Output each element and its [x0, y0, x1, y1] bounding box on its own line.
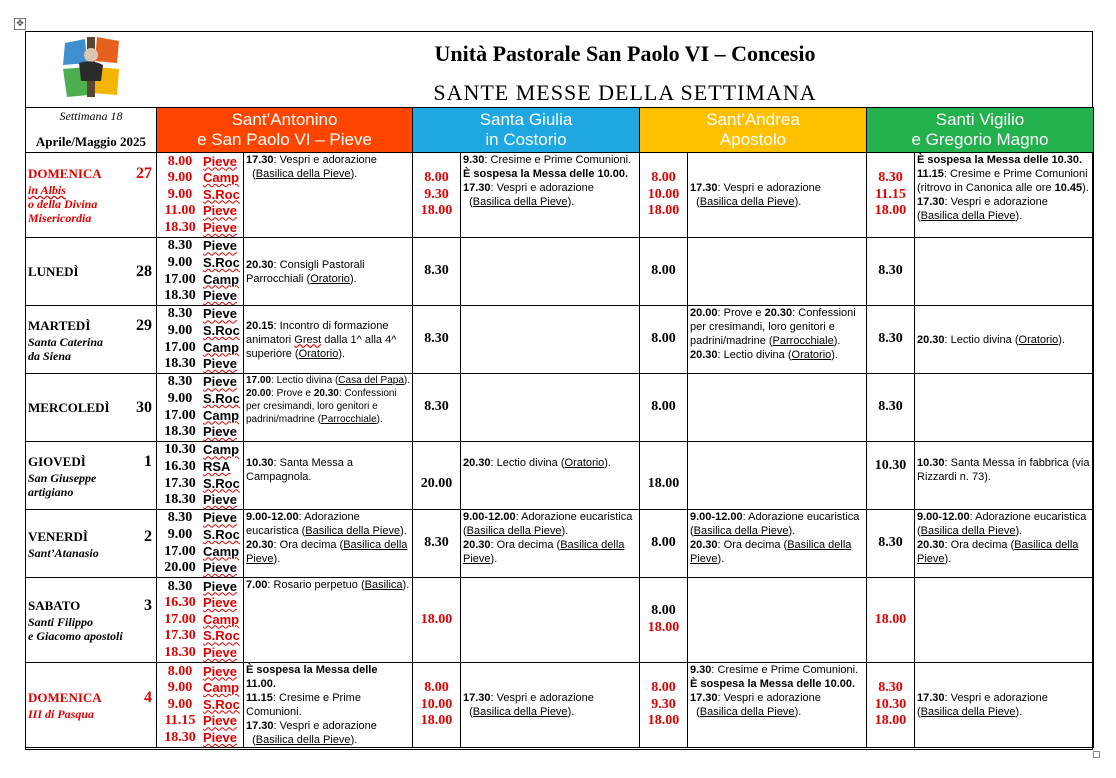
day-subtitle: San Giuseppe	[28, 470, 97, 485]
mass-location: Pieve	[203, 663, 237, 679]
mass-times	[867, 510, 915, 578]
mass-time-entry	[157, 697, 243, 714]
note-cell: 17.30: Vespri e adorazione (Basilica della Pieve).	[915, 663, 1094, 748]
mass-time-entry	[157, 713, 243, 730]
mass-time-entry	[157, 510, 243, 527]
mass-time-entry	[157, 220, 243, 237]
day-cell	[26, 578, 157, 663]
day-name: MERCOLEDÌ	[28, 399, 110, 415]
parish-name: Sant’Andrea	[706, 110, 800, 129]
mass-time: 8.30	[878, 399, 903, 415]
mass-times	[867, 578, 915, 663]
note-cell: 9.30: Cresime e Prime Comunioni. È sospesa la Messa delle 10.00. 17.30: Vespri e adorazione (Basilica della Pieve).	[461, 153, 640, 238]
table-row	[26, 578, 1094, 663]
mass-time: 8.30	[878, 535, 903, 551]
day-subtitle: III di Pasqua	[28, 707, 95, 721]
mass-times	[640, 442, 688, 510]
mass-time: 9.30	[651, 696, 676, 712]
mass-location: Pieve	[203, 203, 237, 219]
day-number: 28	[136, 262, 152, 280]
note-cell: 17.00: Lectio divina (Casa del Papa). 20.00: Prove e 20.30: Confessioni per cresimandi, loro genitori e padrini/madrine (Parrocchiale).	[244, 374, 413, 442]
mass-times	[413, 153, 461, 238]
mass-time-entry	[157, 408, 243, 425]
mass-time: 8.00	[651, 603, 676, 619]
note-cell	[461, 238, 640, 306]
mass-times	[640, 510, 688, 578]
parish-header-santa-giulia	[413, 108, 640, 153]
note-cell: 17.30: Vespri e adorazione (Basilica della Pieve).	[688, 153, 867, 238]
mass-location: Camp	[203, 170, 240, 186]
day-name: LUNEDÌ	[28, 263, 79, 279]
day-cell	[26, 306, 157, 374]
mass-time: 8.00	[424, 680, 449, 696]
note-cell	[688, 442, 867, 510]
note-cell: È sospesa la Messa delle 11.00. 11.15: Cresime e Prime Comunioni. 17.30: Vespri e adorazione (Basilica della Pieve).	[244, 663, 413, 748]
page-subtitle: SANTE MESSE DELLA SETTIMANA	[433, 80, 817, 105]
mass-time: 10.30	[874, 696, 907, 712]
table-row	[26, 238, 1094, 306]
mass-time: 9.00	[167, 170, 193, 186]
note-cell: 10.30: Santa Messa a Campagnola.	[244, 442, 413, 510]
mass-time: 8.00	[651, 680, 676, 696]
mass-times	[413, 238, 461, 306]
mass-location: RSA	[203, 458, 231, 474]
mass-time: 9.30	[424, 186, 449, 202]
mass-time: 16.30	[164, 595, 196, 611]
mass-times	[413, 374, 461, 442]
day-subtitle: artigiano	[28, 484, 74, 499]
mass-time: 10.30	[164, 442, 196, 458]
note-cell	[915, 578, 1094, 663]
mass-time-entry	[157, 645, 243, 662]
parish-name: Santi Vigilio	[935, 110, 1025, 129]
mass-location: Pieve	[203, 578, 237, 594]
note-cell: 20.00: Prove e 20.30: Confessioni per cresimandi, loro genitori e padrini/madrine (Parrocchiale). 20.30: Lectio divina (Oratorio).	[688, 306, 867, 374]
mass-time: 8.00	[167, 153, 193, 169]
mass-time: 18.30	[164, 644, 196, 660]
mass-time: 11.00	[164, 203, 196, 219]
mass-times	[867, 306, 915, 374]
mass-location: Camp	[203, 543, 240, 559]
mass-times	[640, 306, 688, 374]
mass-time: 17.00	[164, 543, 196, 559]
day-subtitle: in Albis	[28, 183, 66, 197]
mass-time: 18.30	[164, 356, 196, 372]
mass-time: 8.00	[651, 535, 676, 551]
mass-time-entry	[157, 680, 243, 697]
mass-time: 20.00	[164, 560, 196, 576]
mass-time: 9.00	[167, 680, 193, 696]
mass-time-entry	[157, 527, 243, 544]
mass-time: 8.30	[167, 306, 193, 322]
parish-name: Sant’Antonino	[231, 110, 338, 129]
mass-location: S.Roc	[203, 628, 240, 644]
table-row	[26, 442, 1094, 510]
table-row	[26, 374, 1094, 442]
mass-times	[640, 374, 688, 442]
mass-time-entry	[157, 356, 243, 373]
day-number: 3	[144, 597, 152, 614]
note-cell: 17.30: Vespri e adorazione (Basilica della Pieve).	[244, 153, 413, 238]
note-cell	[688, 374, 867, 442]
day-number: 2	[144, 527, 152, 545]
note-cell: 20.15: Incontro di formazione animatori Grest dalla 1^ alla 4^ superiore (Oratorio).	[244, 306, 413, 374]
mass-time: 20.00	[420, 476, 453, 492]
mass-time-entry	[157, 612, 243, 629]
note-cell	[915, 374, 1094, 442]
day-cell	[26, 442, 157, 510]
note-cell: È sospesa la Messa delle 10.30. 11.15: Cresime e Prime Comunioni (ritrovo in Canonica alle ore 10.45). 17.30: Vespri e adorazione (Basilica della Pieve).	[915, 153, 1094, 238]
note-cell: 10.30: Santa Messa in fabbrica (via Rizzardi n. 73).	[915, 442, 1094, 510]
note-cell	[915, 238, 1094, 306]
mass-times	[413, 510, 461, 578]
mass-time-entry	[157, 579, 243, 596]
note-cell: 9.00-12.00: Adorazione eucaristica (Basilica della Pieve). 20.30: Ora decima (Basilica della Pieve).	[915, 510, 1094, 578]
mass-times	[157, 153, 244, 238]
mass-schedule-table	[25, 107, 1094, 748]
mass-times	[157, 510, 244, 578]
mass-time: 8.30	[167, 510, 193, 526]
mass-time-entry	[157, 492, 243, 509]
month-label: Aprile/Maggio 2025	[35, 134, 147, 149]
mass-times	[157, 238, 244, 306]
mass-time: 18.00	[874, 713, 907, 729]
mass-time-entry	[157, 238, 243, 255]
mass-time-entry	[157, 323, 243, 340]
day-cell	[26, 153, 157, 238]
mass-time: 8.30	[878, 170, 903, 186]
mass-location: Camp	[203, 271, 240, 287]
mass-location: Pieve	[203, 510, 237, 526]
day-name: DOMENICA	[28, 166, 102, 181]
day-subtitle: Santa Caterina	[28, 334, 104, 349]
mass-time: 18.00	[647, 203, 680, 219]
mass-time: 18.30	[164, 492, 196, 508]
mass-time: 8.30	[878, 331, 903, 347]
mass-time-entry	[157, 459, 243, 476]
mass-location: S.Roc	[203, 696, 240, 712]
parish-name: Santa Giulia	[479, 110, 573, 129]
parish-name-line2: Apostolo	[719, 130, 787, 149]
mass-time: 18.00	[874, 611, 907, 627]
mass-time: 18.00	[420, 611, 453, 627]
mass-time: 8.00	[651, 263, 676, 279]
mass-time: 8.30	[167, 578, 193, 594]
mass-time: 9.00	[167, 254, 193, 270]
day-name: SABATO	[28, 598, 81, 613]
mass-location: Camp	[203, 339, 240, 355]
day-cell	[26, 663, 157, 748]
mass-time-entry	[157, 187, 243, 204]
mass-location: S.Roc	[203, 322, 240, 338]
mass-location: Pieve	[203, 595, 237, 611]
mass-times	[157, 663, 244, 748]
parish-header-santandrea	[640, 108, 867, 153]
day-name: MARTEDÌ	[28, 317, 91, 333]
day-subtitle: Misericordia	[28, 211, 92, 225]
mass-time: 8.30	[424, 399, 449, 415]
mass-location: S.Roc	[203, 526, 240, 542]
mass-time-entry	[157, 544, 243, 561]
note-cell: 20.30: Lectio divina (Oratorio).	[915, 306, 1094, 374]
mass-time: 17.00	[164, 339, 196, 355]
mass-time: 8.30	[424, 263, 449, 279]
parish-name-line2: in Costorio	[485, 130, 567, 149]
mass-location: Pieve	[203, 288, 237, 304]
mass-times	[157, 442, 244, 510]
mass-time: 9.00	[167, 526, 193, 542]
mass-time: 11.15	[164, 713, 196, 729]
mass-times	[867, 442, 915, 510]
mass-time: 18.30	[164, 424, 196, 440]
note-cell: 17.30: Vespri e adorazione (Basilica della Pieve).	[461, 663, 640, 748]
note-cell	[688, 238, 867, 306]
mass-time: 9.00	[167, 186, 193, 202]
note-cell: 9.00-12.00: Adorazione eucaristica (Basilica della Pieve). 20.30: Ora decima (Basilica della Pieve).	[244, 510, 413, 578]
mass-time: 8.30	[167, 238, 193, 254]
mass-location: Pieve	[203, 424, 237, 440]
day-cell	[26, 238, 157, 306]
note-cell	[461, 306, 640, 374]
mass-time: 8.30	[424, 331, 449, 347]
mass-times	[640, 663, 688, 748]
mass-time: 16.30	[164, 458, 196, 474]
mass-times	[413, 442, 461, 510]
mass-location: Pieve	[203, 238, 237, 254]
day-name: DOMENICA	[28, 690, 102, 705]
mass-time-entry	[157, 664, 243, 681]
mass-time-entry	[157, 391, 243, 408]
day-number: 4	[144, 689, 152, 706]
day-number: 27	[136, 165, 152, 182]
mass-location: Pieve	[203, 356, 237, 372]
mass-time-entry	[157, 170, 243, 187]
mass-time: 18.30	[164, 219, 196, 235]
mass-time-entry	[157, 306, 243, 323]
table-resize-handle[interactable]	[1093, 751, 1100, 758]
table-row	[26, 306, 1094, 374]
mass-time: 17.30	[164, 475, 196, 491]
mass-time-entry	[157, 203, 243, 220]
mass-location: S.Roc	[203, 254, 240, 270]
mass-time: 17.00	[164, 271, 196, 287]
mass-times	[640, 578, 688, 663]
day-subtitle: da Siena	[28, 348, 72, 363]
mass-times	[413, 306, 461, 374]
mass-time: 18.30	[164, 288, 196, 304]
note-cell: 9.00-12.00: Adorazione eucaristica (Basilica della Pieve). 20.30: Ora decima (Basilica della Pieve).	[461, 510, 640, 578]
mass-location: Camp	[203, 680, 240, 696]
mass-time: 18.30	[164, 729, 196, 745]
week-cell	[26, 108, 157, 153]
parish-name-line2: e Gregorio Magno	[911, 130, 1049, 149]
mass-time: 18.00	[420, 713, 453, 729]
mass-time: 18.00	[647, 620, 680, 635]
page-title: Unità Pastorale San Paolo VI – Concesio	[434, 41, 816, 66]
mass-times	[867, 238, 915, 306]
mass-location: Camp	[203, 611, 240, 627]
mass-time-entry	[157, 272, 243, 289]
mass-times	[867, 663, 915, 748]
mass-time: 18.00	[647, 713, 680, 729]
mass-location: Pieve	[203, 644, 237, 660]
mass-time: 9.00	[167, 322, 193, 338]
day-subtitle: o della Divina	[28, 197, 98, 211]
mass-time-entry	[157, 340, 243, 357]
note-cell	[461, 374, 640, 442]
mass-location: Pieve	[203, 560, 237, 576]
mass-time-entry	[157, 288, 243, 305]
mass-times	[157, 306, 244, 374]
mass-times	[640, 153, 688, 238]
mass-times	[413, 663, 461, 748]
mass-time: 8.00	[167, 663, 193, 679]
mass-time: 10.30	[874, 458, 907, 473]
mass-time-entry	[157, 730, 243, 747]
note-cell: 9.30: Cresime e Prime Comunioni. È sospesa la Messa delle 10.00. 17.30: Vespri e adorazione (Basilica della Pieve).	[688, 663, 867, 748]
note-cell	[461, 578, 640, 663]
mass-location: S.Roc	[203, 390, 240, 406]
mass-time: 17.00	[164, 611, 196, 627]
note-cell: 20.30: Consigli Pastorali Parrocchiali (Oratorio).	[244, 238, 413, 306]
mass-times	[640, 238, 688, 306]
mass-time: 10.00	[647, 186, 680, 202]
mass-times	[413, 578, 461, 663]
mass-time-entry	[157, 442, 243, 459]
day-number: 30	[136, 398, 152, 416]
mass-time: 18.00	[420, 203, 453, 219]
mass-time: 17.00	[164, 407, 196, 423]
mass-time-entry	[157, 595, 243, 612]
mass-time: 8.00	[651, 399, 676, 415]
mass-time-entry	[157, 374, 243, 391]
mass-time: 11.15	[875, 186, 906, 202]
mass-time: 8.00	[651, 331, 676, 347]
parish-header-santantonino	[157, 108, 413, 153]
mass-time: 10.00	[420, 696, 453, 712]
day-subtitle: e Giacomo apostoli	[28, 629, 123, 643]
note-cell: 9.00-12.00: Adorazione eucaristica (Basilica della Pieve). 20.30: Ora decima (Basilica della Pieve).	[688, 510, 867, 578]
table-row	[26, 153, 1094, 238]
mass-location: Pieve	[203, 713, 237, 729]
parish-logo	[57, 33, 127, 101]
mass-location: Pieve	[203, 492, 237, 508]
mass-location: Pieve	[203, 219, 237, 235]
mass-times	[157, 578, 244, 663]
mass-time: 8.30	[878, 263, 903, 279]
mass-time: 8.30	[878, 680, 903, 696]
mass-times	[867, 374, 915, 442]
mass-location: S.Roc	[203, 186, 240, 202]
mass-time: 8.30	[167, 374, 193, 390]
day-name: VENERDÌ	[28, 528, 88, 544]
day-cell	[26, 510, 157, 578]
mass-location: Pieve	[203, 729, 237, 745]
parish-name-line2: e San Paolo VI – Pieve	[197, 130, 372, 149]
note-cell: 7.00: Rosario perpetuo (Basilica).	[244, 578, 413, 663]
mass-times	[157, 374, 244, 442]
mass-time: 18.00	[874, 203, 907, 219]
mass-time: 9.00	[167, 390, 193, 406]
day-subtitle: Sant’Atanasio	[28, 545, 99, 560]
note-cell	[688, 578, 867, 663]
mass-time: 8.00	[651, 170, 676, 186]
table-row	[26, 663, 1094, 748]
mass-time: 18.00	[647, 476, 680, 492]
mass-location: Pieve	[203, 306, 237, 322]
day-name: GIOVEDÌ	[28, 453, 86, 469]
mass-time: 8.30	[424, 535, 449, 551]
mass-time: 8.00	[424, 170, 449, 186]
day-subtitle: Santi Filippo	[28, 615, 94, 629]
mass-time: 17.30	[164, 628, 196, 644]
table-move-handle-icon[interactable]: ✥	[14, 18, 26, 30]
parish-header-santi-vigilio	[867, 108, 1094, 153]
mass-time-entry	[157, 255, 243, 272]
mass-location: Camp	[203, 407, 240, 423]
mass-time-entry	[157, 424, 243, 441]
mass-time: 9.00	[167, 696, 193, 712]
day-number: 29	[136, 316, 152, 334]
mass-location: Pieve	[203, 374, 237, 390]
mass-location: Pieve	[203, 153, 237, 169]
mass-time-entry	[157, 560, 243, 577]
table-row	[26, 510, 1094, 578]
week-label: Settimana 18	[59, 109, 123, 123]
day-cell	[26, 374, 157, 442]
mass-location: S.Roc	[203, 475, 240, 491]
mass-time-entry	[157, 476, 243, 493]
mass-times	[867, 153, 915, 238]
note-cell: 20.30: Lectio divina (Oratorio).	[461, 442, 640, 510]
mass-time-entry	[157, 628, 243, 645]
mass-location: Camp	[203, 442, 240, 458]
mass-time-entry	[157, 154, 243, 171]
day-number: 1	[144, 452, 152, 470]
